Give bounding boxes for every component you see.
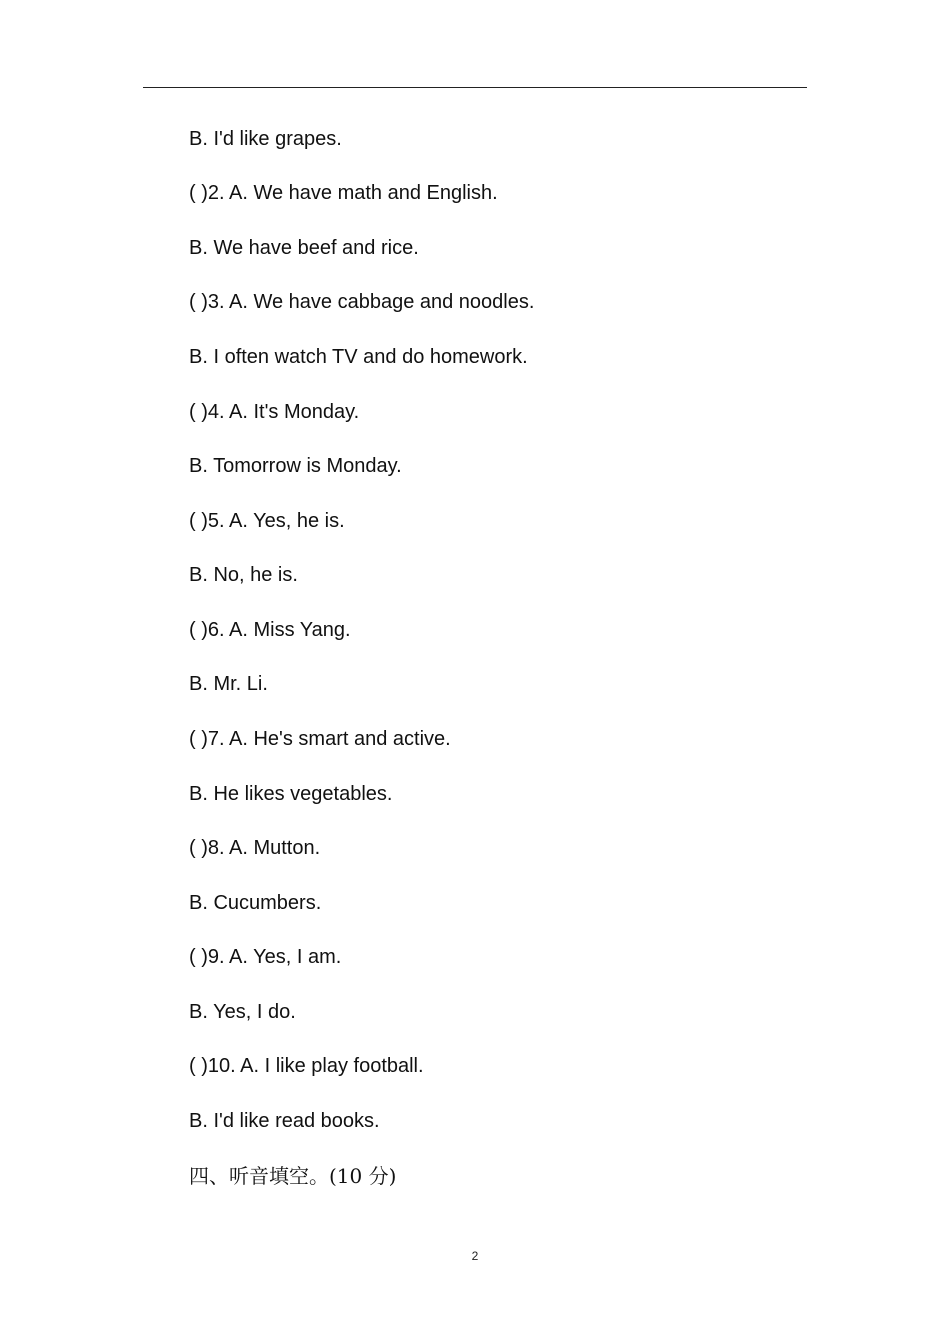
question-line: ( )2. A. We have math and English. — [189, 182, 498, 204]
question-line: ( )9. A. Yes, I am. — [189, 946, 342, 968]
question-line: ( )4. A. It's Monday. — [189, 401, 360, 423]
answer-option-line: B. Cucumbers. — [189, 892, 322, 914]
answer-option-line: B. Yes, I do. — [189, 1001, 296, 1023]
page-number: 2 — [471, 1249, 479, 1263]
question-line: ( )8. A. Mutton. — [189, 837, 321, 859]
question-line: ( )7. A. He's smart and active. — [189, 728, 451, 750]
answer-option-line: B. I'd like grapes. — [189, 128, 342, 150]
question-line: ( )10. A. I like play football. — [189, 1055, 424, 1077]
section-heading: 四、听音填空。(10 分) — [189, 1164, 397, 1188]
answer-option-line: B. I often watch TV and do homework. — [189, 346, 528, 368]
answer-option-line: B. We have beef and rice. — [189, 237, 419, 259]
question-line: ( )3. A. We have cabbage and noodles. — [189, 291, 535, 313]
answer-option-line: B. No, he is. — [189, 564, 298, 586]
answer-option-line: B. He likes vegetables. — [189, 783, 393, 805]
answer-option-line: B. Mr. Li. — [189, 673, 268, 695]
question-line: ( )6. A. Miss Yang. — [189, 619, 351, 641]
question-line: ( )5. A. Yes, he is. — [189, 510, 345, 532]
answer-option-line: B. I'd like read books. — [189, 1110, 380, 1132]
header-rule — [143, 87, 807, 88]
answer-option-line: B. Tomorrow is Monday. — [189, 455, 402, 477]
